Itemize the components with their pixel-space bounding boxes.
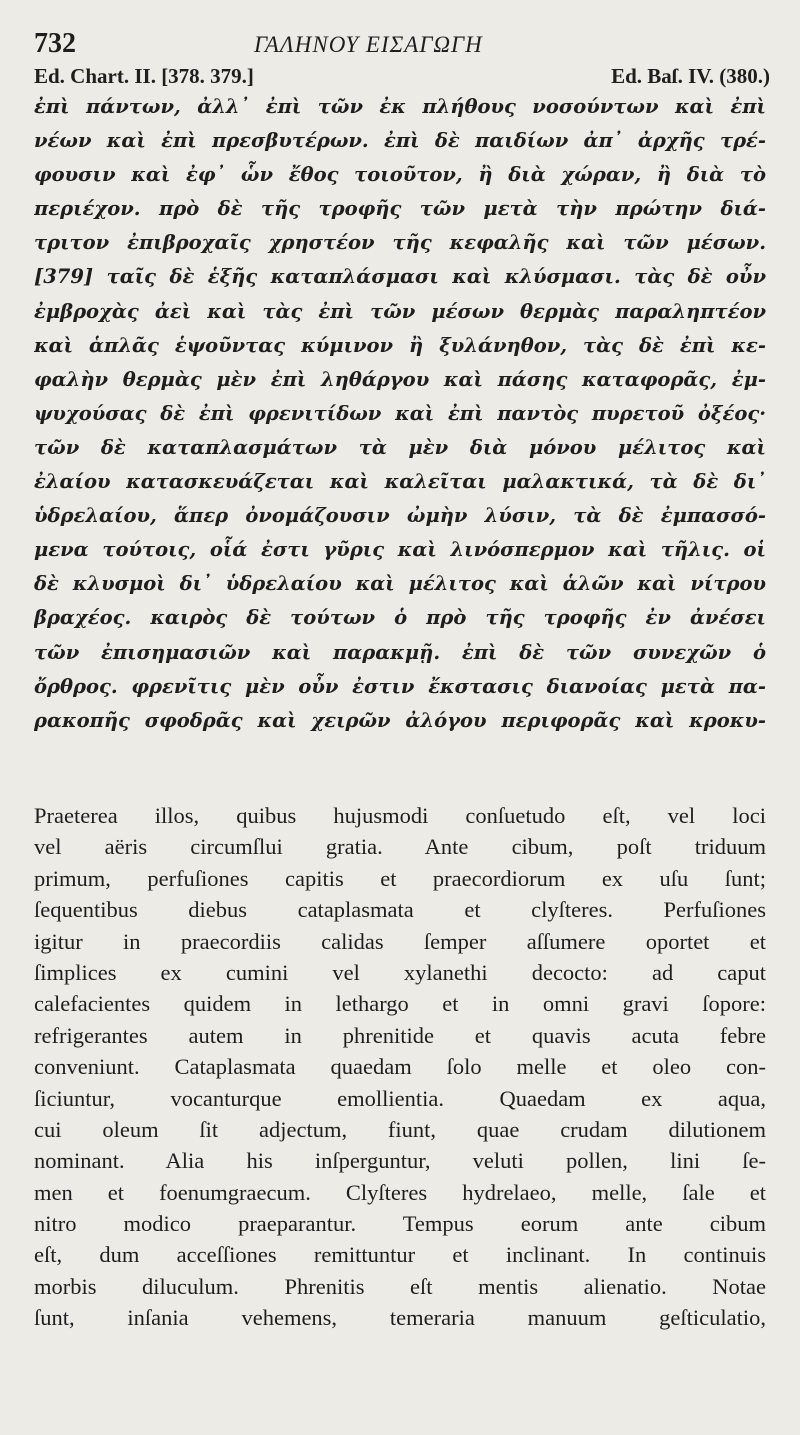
edition-ref-left: Ed. Chart. II. [378. 379.] [34, 64, 254, 88]
edition-references [34, 64, 770, 92]
greek-text-line: νέων καὶ ἐπὶ πρεσβυτέρων. ἐπὶ δὲ παιδίων ἀπ᾽ ἀρχῆς τρέ- [34, 129, 766, 153]
latin-text-line: eſt, dum acceſſiones remittuntur et inclinant. In continuis [34, 1242, 766, 1268]
latin-text-line: cui oleum ſit adjectum, fiunt, quae crudam dilutionem [34, 1116, 766, 1142]
latin-text-line: refrigerantes autem in phrenitide et quavis acuta febre [34, 1022, 766, 1048]
latin-text-line: ſiciuntur, vocanturque emollientia. Quaedam ex aqua, [34, 1085, 766, 1111]
edition-ref-right: Ed. Baſ. IV. (380.) [611, 64, 770, 88]
running-title: ΓΑΛΗΝΟΥ ΕΙΣΑΓΩΓΗ [254, 32, 483, 57]
greek-text-line: τριτον ἐπιβροχαῖς χρηστέον τῆς κεφαλῆς καὶ τῶν μέσων. [34, 231, 766, 255]
greek-text-line: ἐπὶ πάντων, ἀλλ᾽ ἐπὶ τῶν ἐκ πλήθους νοσούντων καὶ ἐπὶ [34, 95, 766, 118]
greek-text-line: ψυχούσας δὲ ἐπὶ φρενιτίδων καὶ ἐπὶ παντὸς πυρετοῦ ὀξέος· [34, 401, 766, 425]
latin-text-line: ſunt, inſania vehemens, temeraria manuum geſticulatio, [34, 1305, 766, 1331]
page-header [34, 28, 770, 68]
greek-text-line: τῶν ἐπισημασιῶν καὶ παρακμῇ. ἐπὶ δὲ τῶν συνεχῶν ὁ [34, 640, 766, 664]
latin-text-line: Praeterea illos, quibus hujusmodi conſuetudo eſt, vel loci [34, 803, 766, 828]
latin-text-block [34, 800, 766, 1334]
latin-text-line: men et foenumgraecum. Clyſteres hydrelaeo, melle, ſale et [34, 1179, 766, 1205]
latin-text-line: vel aëris circumſlui gratia. Ante cibum, poſt triduum [34, 834, 766, 860]
latin-text-line: igitur in praecordiis calidas ſemper aſſumere oportet et [34, 928, 766, 954]
greek-text-line: ὄρθρος. φρενῖτις μὲν οὖν ἐστιν ἔκστασις διανοίας μετὰ πα- [34, 674, 766, 698]
greek-text-line: περιέχον. πρὸ δὲ τῆς τροφῆς τῶν μετὰ τὴν πρώτην διά- [34, 197, 766, 221]
latin-text-line: morbis diluculum. Phrenitis eſt mentis alienatio. Notae [34, 1273, 766, 1299]
greek-text-line: ἐμβροχὰς ἀεὶ καὶ τὰς ἐπὶ τῶν μέσων θερμὰς παραληπτέον [34, 299, 766, 323]
latin-text-line: ſimplices ex cumini vel xylanethi decocto: ad caput [34, 959, 766, 985]
greek-text-line: [379] ταῖς δὲ ἑξῆς καταπλάσμασι καὶ κλύσμασι. τὰς δὲ οὖν [34, 265, 766, 289]
latin-text-line: ſequentibus diebus cataplasmata et clyſteres. Perfuſiones [34, 897, 766, 923]
greek-text-line: φουσιν καὶ ἐφ᾽ ὧν ἔθος τοιοῦτον, ἢ διὰ χώραν, ἢ διὰ τὸ [34, 163, 766, 187]
greek-text-line: ὑδρελαίου, ἅπερ ὀνομάζουσιν ὠμὴν λύσιν, τὰ δὲ ἐμπασσό- [34, 504, 766, 528]
latin-text-line: calefacientes quidem in lethargo et in omni gravi ſopore: [34, 991, 766, 1017]
latin-text-line: nitro modico praeparantur. Tempus eorum ante cibum [34, 1211, 766, 1237]
greek-text-line: δὲ κλυσμοὶ δι᾽ ὑδρελαίου καὶ μέλιτος καὶ ἁλῶν καὶ νίτρου [34, 572, 766, 596]
latin-text-line: primum, perfuſiones capitis et praecordiorum ex uſu ſunt; [34, 865, 766, 891]
greek-text-line: ρακοπῆς σφοδρᾶς καὶ χειρῶν ἀλόγου περιφορᾶς καὶ κροκυ- [34, 708, 766, 732]
greek-text-line: μενα τούτοις, οἷά ἐστι γῦρις καὶ λινόσπερμον καὶ τῆλις. οἱ [34, 538, 766, 562]
greek-text-line: βραχέος. καιρὸς δὲ τούτων ὁ πρὸ τῆς τροφῆς ἐν ἀνέσει [34, 606, 766, 630]
page-number: 732 [34, 28, 76, 59]
latin-text-line: nominant. Alia his inſperguntur, veluti pollen, lini ſe- [34, 1148, 766, 1174]
greek-text-line: ἐλαίου κατασκευάζεται καὶ καλεῖται μαλακτικά, τὰ δὲ δι᾽ [34, 470, 766, 494]
greek-text-block [34, 90, 766, 738]
greek-text-line: τῶν δὲ καταπλασμάτων τὰ μὲν διὰ μόνου μέλιτος καὶ [34, 435, 766, 459]
latin-text-line: conveniunt. Cataplasmata quaedam ſolo melle et oleo con- [34, 1054, 766, 1080]
greek-text-line: καὶ ἁπλᾶς ἑψοῦντας κύμινον ἢ ξυλάνηθον, τὰς δὲ ἐπὶ κε- [34, 333, 766, 357]
greek-text-line: φαλὴν θερμὰς μὲν ἐπὶ ληθάργου καὶ πάσης καταφορᾶς, ἐμ- [34, 367, 766, 391]
